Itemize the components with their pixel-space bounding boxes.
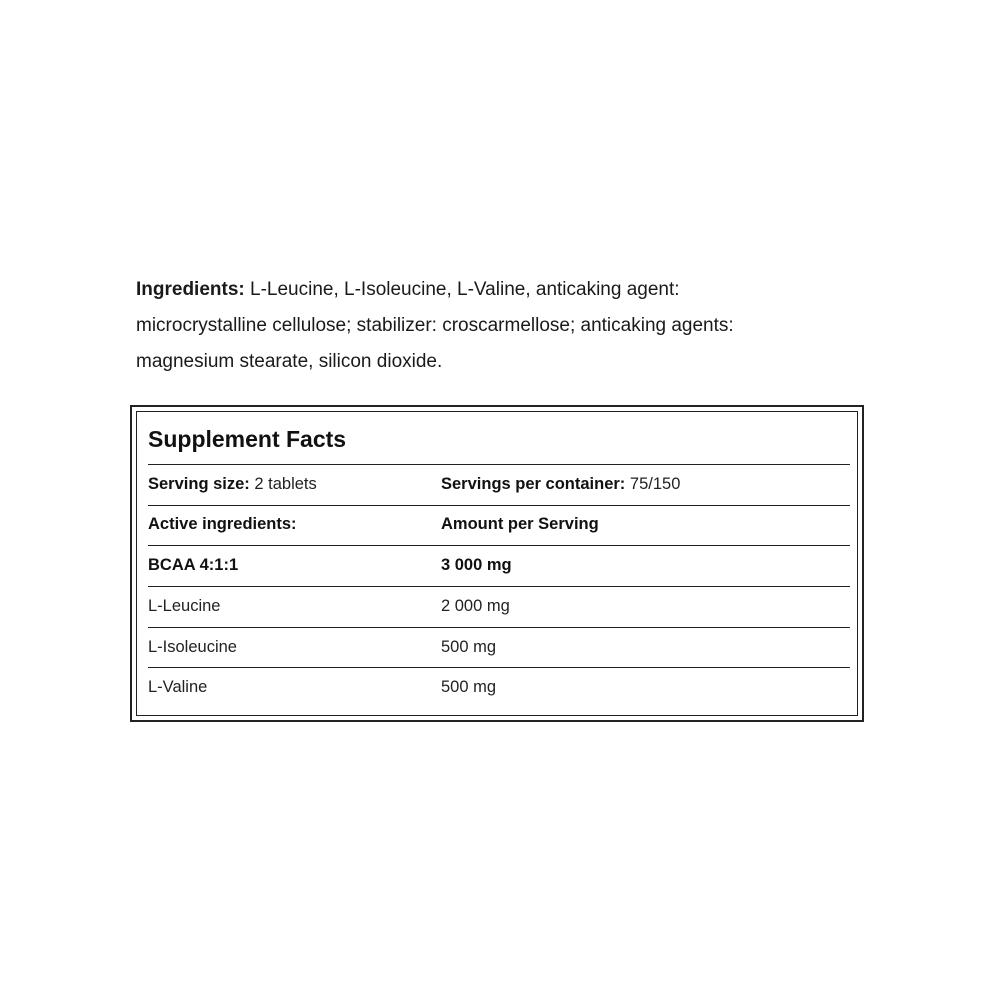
- ingredients-paragraph: [136, 272, 866, 380]
- header-amount-per-serving: Amount per Serving: [441, 515, 599, 533]
- divider: [148, 667, 850, 668]
- divider: [148, 627, 850, 628]
- ingredients-line-1: [136, 272, 866, 308]
- ingredients-line-3: magnesium stearate, silicon dioxide.: [136, 351, 443, 372]
- divider: [148, 545, 850, 546]
- row-name-leucine: L-Leucine: [148, 597, 221, 615]
- header-active-ingredients: Active ingredients:: [148, 515, 297, 533]
- ingredients-line-2: microcrystalline cellulose; stabilizer: croscarmellose; anticaking agents:: [136, 315, 734, 336]
- supplement-facts-title: Supplement Facts: [148, 426, 347, 452]
- servings-per-container-label: Servings per container:: [441, 475, 626, 493]
- row-amount-isoleucine: 500 mg: [441, 638, 497, 656]
- serving-size-label: Serving size:: [148, 475, 250, 493]
- row-name-valine: L-Valine: [148, 678, 208, 696]
- row-amount-bcaa: 3 000 mg: [441, 556, 512, 574]
- serving-size-value: 2 tablets: [254, 475, 317, 493]
- ingredients-text-1: L-Leucine, L-Isoleucine, L-Valine, anticaking agent:: [250, 279, 680, 300]
- servings-per-container: [441, 475, 680, 494]
- divider: [148, 586, 850, 587]
- divider: [148, 464, 850, 465]
- serving-size: [148, 475, 317, 494]
- ingredients-label: Ingredients:: [136, 279, 245, 300]
- row-name-isoleucine: L-Isoleucine: [148, 638, 237, 656]
- row-amount-valine: 500 mg: [441, 678, 497, 696]
- row-name-bcaa: BCAA 4:1:1: [148, 556, 239, 574]
- servings-per-container-value: 75/150: [629, 475, 681, 493]
- row-amount-leucine: 2 000 mg: [441, 597, 510, 615]
- divider: [148, 505, 850, 506]
